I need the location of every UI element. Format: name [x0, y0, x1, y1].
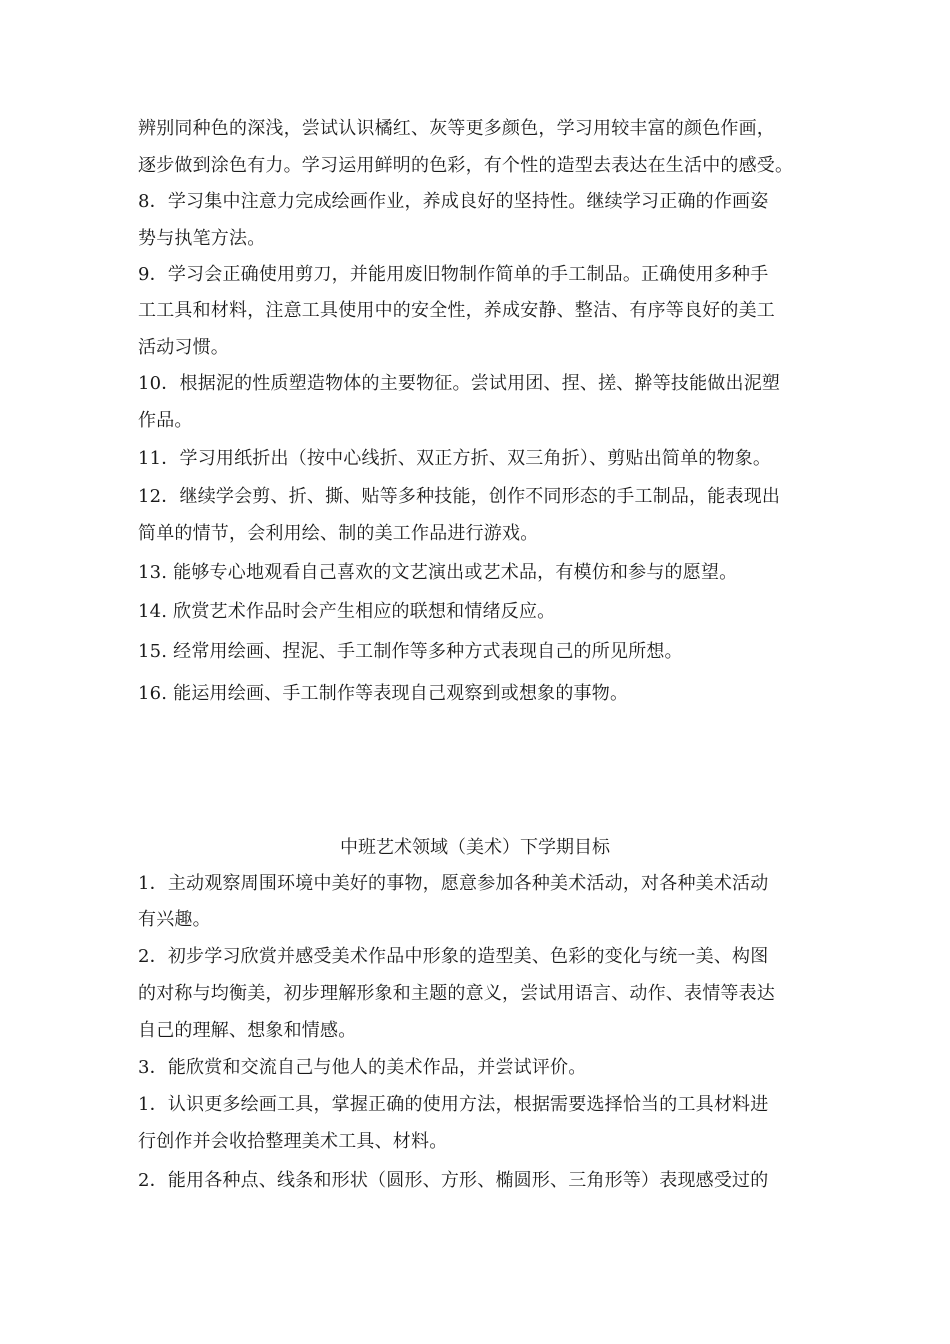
text-line: 自己的理解、想象和情感。	[138, 1020, 357, 1041]
text-line: 活动习惯。	[138, 337, 229, 358]
text-line: 势与执笔方法。	[138, 228, 266, 249]
text-line: 8．学习集中注意力完成绘画作业，养成良好的坚持性。继续学习正确的作画姿	[138, 191, 769, 212]
section-heading: 中班艺术领域（美术）下学期目标	[340, 837, 610, 858]
text-line: 12．继续学会剪、折、撕、贴等多种技能，创作不同形态的手工制品，能表现出	[138, 486, 781, 507]
text-line: 14. 欣赏艺术作品时会产生相应的联想和情绪反应。	[138, 601, 556, 622]
text-line: 逐步做到涂色有力。学习运用鲜明的色彩，有个性的造型去表达在生活中的感受。	[138, 155, 794, 176]
text-line: 的对称与均衡美，初步理解形象和主题的意义，尝试用语言、动作、表情等表达	[138, 983, 775, 1004]
text-line: 辨别同种色的深浅，尝试认识橘红、灰等更多颜色，学习用较丰富的颜色作画，	[138, 118, 775, 139]
text-line: 2．能用各种点、线条和形状（圆形、方形、椭圆形、三角形等）表现感受过的	[138, 1170, 769, 1191]
text-line: 行创作并会收拾整理美术工具、材料。	[138, 1131, 448, 1152]
text-line: 11．学习用纸折出（按中心线折、双正方折、双三角折）、剪贴出简单的物象。	[138, 448, 772, 469]
text-line: 工工具和材料，注意工具使用中的安全性，养成安静、整洁、有序等良好的美工	[138, 300, 775, 321]
text-line: 简单的情节，会利用绘、制的美工作品进行游戏。	[138, 523, 539, 544]
text-line: 15. 经常用绘画、捏泥、手工制作等多种方式表现自己的所见所想。	[138, 641, 683, 662]
text-line: 13. 能够专心地观看自己喜欢的文艺演出或艺术品，有模仿和参与的愿望。	[138, 562, 738, 583]
text-line: 9．学习会正确使用剪刀，并能用废旧物制作简单的手工制品。正确使用多种手	[138, 264, 769, 285]
text-line: 1．主动观察周围环境中美好的事物，愿意参加各种美术活动，对各种美术活动	[138, 873, 769, 894]
text-line: 1．认识更多绘画工具，掌握正确的使用方法，根据需要选择恰当的工具材料进	[138, 1094, 769, 1115]
text-line: 2．初步学习欣赏并感受美术作品中形象的造型美、色彩的变化与统一美、构图	[138, 946, 769, 967]
text-line: 10．根据泥的性质塑造物体的主要物征。尝试用团、捏、搓、擀等技能做出泥塑	[138, 373, 781, 394]
text-line: 作品。	[138, 410, 193, 431]
text-line: 有兴趣。	[138, 909, 211, 930]
text-line: 3．能欣赏和交流自己与他人的美术作品，并尝试评价。	[138, 1057, 587, 1078]
text-line: 16. 能运用绘画、手工制作等表现自己观察到或想象的事物。	[138, 683, 629, 704]
